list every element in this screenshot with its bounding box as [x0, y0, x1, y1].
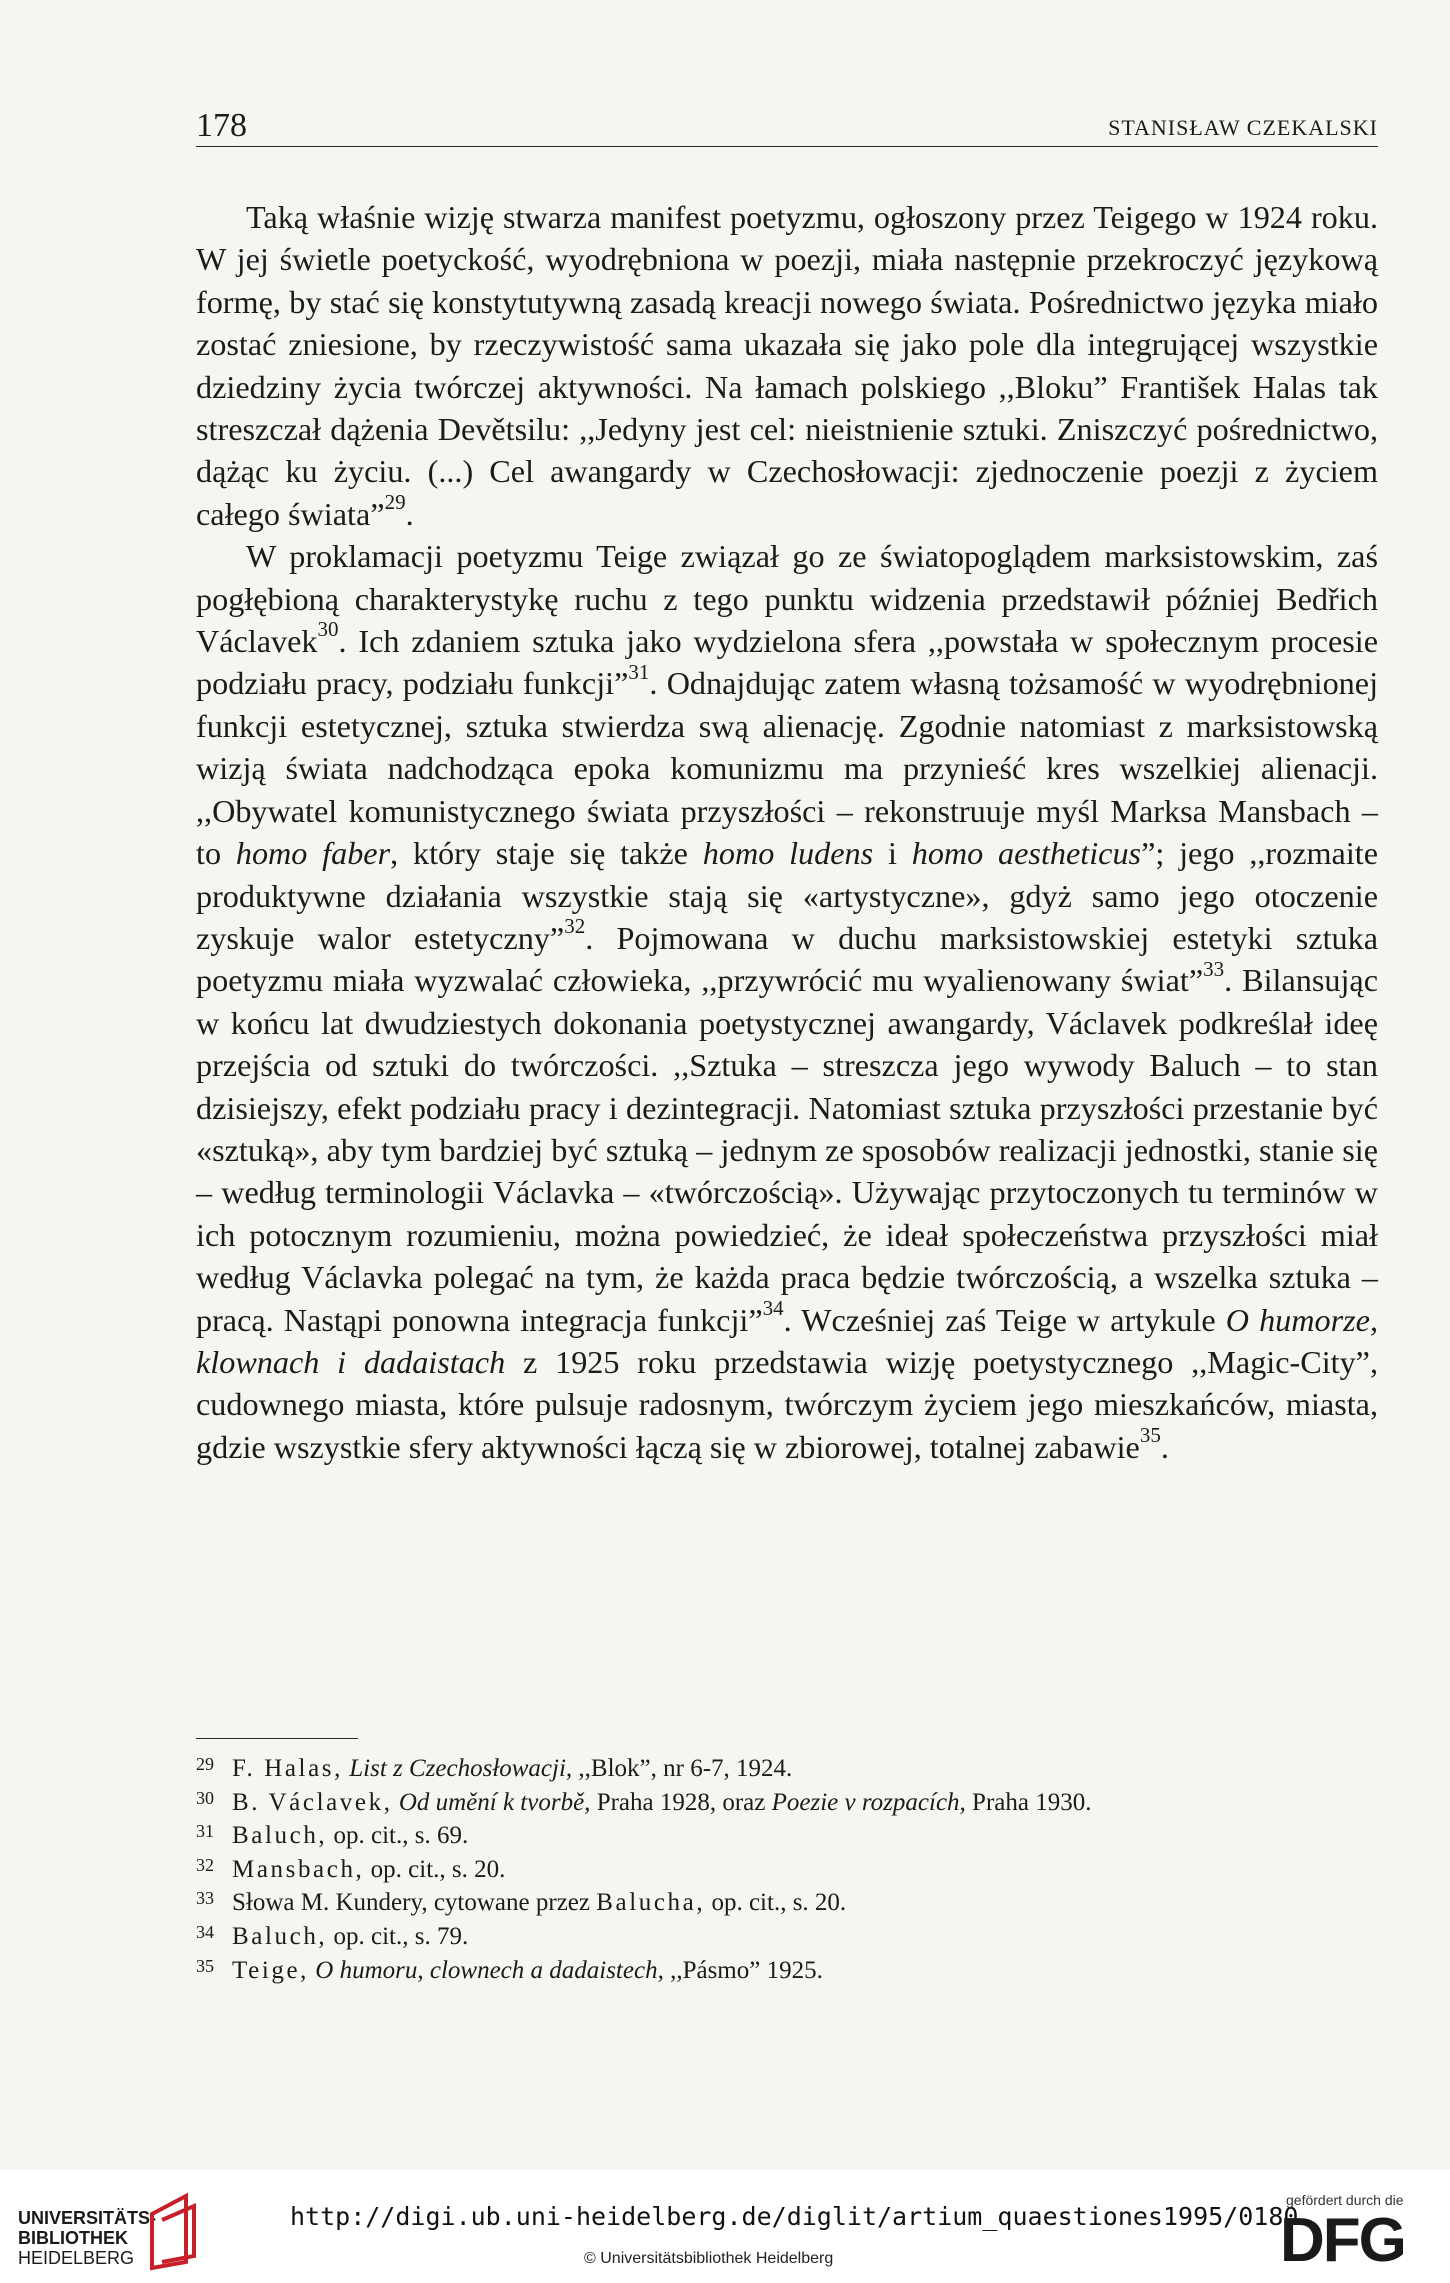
footnote-text: Praha 1930.	[965, 1788, 1092, 1816]
footnote-author: B. Václavek,	[232, 1788, 393, 1816]
funding-caption: gefördert durch die	[1286, 2192, 1404, 2208]
footnote-32	[196, 1853, 1378, 1887]
footnote-ref[interactable]: 33	[1203, 956, 1225, 981]
running-head: STANISŁAW CZEKALSKI	[1108, 115, 1378, 140]
footnote-33	[196, 1886, 1378, 1920]
paragraph-1-end: .	[405, 495, 414, 532]
text-run: . Ich zdaniem sztuka jako wydzielona sfera ,,powstała w społecznym procesie podziału pracy, podziału funkcji”	[196, 623, 1378, 702]
page-header	[196, 106, 1378, 147]
text-run: W proklamacji poetyzmu Teige związał go ze światopoglądem marksistowskim, zaś pogłębioną charakterystykę ruchu z tego punktu widzenia przedstawił później Bedřich Václavek	[196, 538, 1378, 660]
footnote-author: F. Halas,	[232, 1755, 343, 1782]
footnote-number: 33	[196, 1888, 214, 1909]
footnote-title: List z Czechosłowacji,	[349, 1755, 573, 1782]
footnote-34	[196, 1920, 1378, 1954]
footnote-text: Słowa M. Kundery, cytowane przez	[232, 1889, 597, 1917]
text-run: ”; jego ,,rozmaite produktywne działania wszystkie stają się «artystyczne», gdyż samo jego otoczenie zyskuje walor estetyczny”	[196, 835, 1379, 956]
text-run: z 1925 roku przedstawia wizję poetystycznego ,,Magic-City”, cudownego miasta, które pulsuje radosnym, twórczym życiem jego mieszkańców, miasta, gdzie wszystkie sfery aktywności łączą się w zbiorowej, totalnej zabawie	[196, 1343, 1379, 1465]
library-name-line: BIBLIOTHEK	[18, 2228, 128, 2248]
footnote-text: op. cit., s. 20.	[705, 1889, 847, 1917]
text-run: . Pojmowana w duchu marksistowskiej estetyki sztuka poetyzmu miała wyzwalać człowieka, ,,przywrócić mu wyalienowany świat”	[196, 919, 1379, 999]
footnote-number: 34	[196, 1921, 214, 1942]
footnote-author: Baluch,	[232, 1922, 328, 1950]
italic-term: homo aestheticus	[911, 835, 1142, 872]
footnote-author: Baluch,	[232, 1822, 328, 1850]
footnotes	[196, 1752, 1378, 1987]
copyright-notice: © Universitätsbibliothek Heidelberg	[584, 2250, 834, 2267]
viewer-footer	[0, 2170, 1450, 2283]
text-run: . Bilansując w końcu lat dwudziestych dokonania poetystycznej awangardy, Václavek podkreślał ideę przejścia od sztuki do twórczości. ,,Sztuka – streszcza jego wywody Baluch – to stan dzisiejszy, efekt podziału pracy i dezintegracji. Natomiast sztuka przyszłości przestanie być «sztuką», aby tym bardziej być sztuką – jednym ze sposobów realizacji jednostki, stanie się – według terminologii Václavka – «twórczością». Używając przytoczonych tu terminów w ich potocznym rozumieniu, można powiedzieć, że ideał społeczeństwa przyszłości miał według Václavka polegać na tym, że każda praca będzie twórczością, a wszelka sztuka – pracą. Nastąpi ponowna integracja funkcji”	[196, 962, 1379, 1338]
footnote-35	[196, 1954, 1378, 1988]
footnote-title: Poezie v rozpacích,	[771, 1788, 966, 1816]
footnote-text: ,,Blok”, nr 6-7, 1924.	[572, 1755, 793, 1782]
footnote-author: Teige,	[232, 1956, 310, 1984]
footnote-text: op. cit., s. 79.	[327, 1922, 469, 1950]
footnote-30	[196, 1786, 1378, 1820]
footnote-ref[interactable]: 31	[628, 659, 650, 684]
text-run: , który staje się także	[390, 835, 703, 872]
footnote-author: Mansbach,	[232, 1855, 365, 1883]
footnote-title: O humoru, clownech a dadaistech,	[315, 1956, 664, 1984]
footnote-rule	[196, 1738, 358, 1739]
footnote-ref[interactable]: 30	[317, 617, 339, 642]
dfg-logo[interactable]: DFG	[1280, 2206, 1405, 2275]
footnote-31	[196, 1819, 1378, 1853]
paragraph-1-text: Taką właśnie wizję stwarza manifest poetyzmu, ogłoszony przez Teigego w 1924 roku. W jej świetle poetyckość, wyodrębniona w poezji, miała następnie przekroczyć językową formę, by stać się konstytutywną zasadą kreacji nowego świata. Pośrednictwo języka miało zostać zniesione, by rzeczywistość sama ukazała się jako pole dla integrującej wszystkie dziedziny życia twórczej aktywności. Na łamach polskiego ,,Bloku” František Halas tak streszczał dążenia Devětsilu: ,,Jedyny jest cel: nieistnienie sztuki. Zniszczyć pośrednictwo, dążąc ku życiu. (...) Cel awangardy w Czechosłowacji: zjednoczenie poezji z życiem całego świata”	[196, 199, 1378, 532]
text-run: i	[873, 835, 912, 872]
footnote-text: op. cit., s. 69.	[327, 1822, 469, 1850]
footnote-number: 30	[196, 1787, 214, 1808]
permalink-url[interactable]: http://digi.ub.uni-heidelberg.de/diglit/artium_quaestiones1995/0180	[290, 2202, 1299, 2231]
footnote-text: Praha 1928, oraz	[590, 1788, 772, 1816]
page-number: 178	[196, 107, 247, 144]
library-name-line: UNIVERSITÄTS-	[18, 2208, 157, 2228]
library-name-line: HEIDELBERG	[18, 2248, 135, 2268]
body-text	[196, 196, 1378, 1468]
footnote-number: 29	[196, 1754, 214, 1774]
footnote-title: Od umění k tvorbě,	[398, 1788, 591, 1816]
footnote-ref[interactable]: 34	[762, 1295, 784, 1320]
footnote-ref[interactable]: 35	[1139, 1423, 1161, 1448]
text-run: . Odnajdując zatem własną tożsamość w wyodrębnionej funkcji estetycznej, sztuka stwierdza swą alienację. Zgodnie natomiast z marksistowską wizją świata nadchodząca epoka komunizmu ma przynieść kres wszelkiej alienacji. ,,Obywatel komunistycznego świata przyszłości – rekonstruuje myśl Marksa Mansbach – to	[196, 665, 1379, 872]
paragraph-2	[196, 535, 1378, 1468]
footnote-author: Balucha,	[596, 1889, 706, 1917]
footnote-29	[196, 1752, 1378, 1786]
footnote-number: 31	[196, 1821, 214, 1842]
footnote-ref[interactable]: 32	[564, 914, 586, 939]
footnote-ref[interactable]: 29	[384, 490, 406, 515]
text-run: .	[1160, 1428, 1169, 1465]
italic-term: homo ludens	[702, 835, 874, 872]
library-emblem-icon	[146, 2192, 202, 2272]
italic-title: O humorze, klownach i dadaistach	[196, 1301, 1378, 1380]
italic-term: homo faber	[235, 835, 391, 872]
library-logo[interactable]	[18, 2208, 156, 2268]
footnote-text: ,,Pásmo” 1925.	[663, 1956, 823, 1984]
text-run: . Wcześniej zaś Teige w artykule	[783, 1301, 1226, 1338]
paragraph-1	[196, 196, 1378, 535]
footnote-number: 35	[196, 1955, 214, 1976]
footnote-number: 32	[196, 1854, 214, 1875]
footnote-text: op. cit., s. 20.	[364, 1855, 506, 1883]
